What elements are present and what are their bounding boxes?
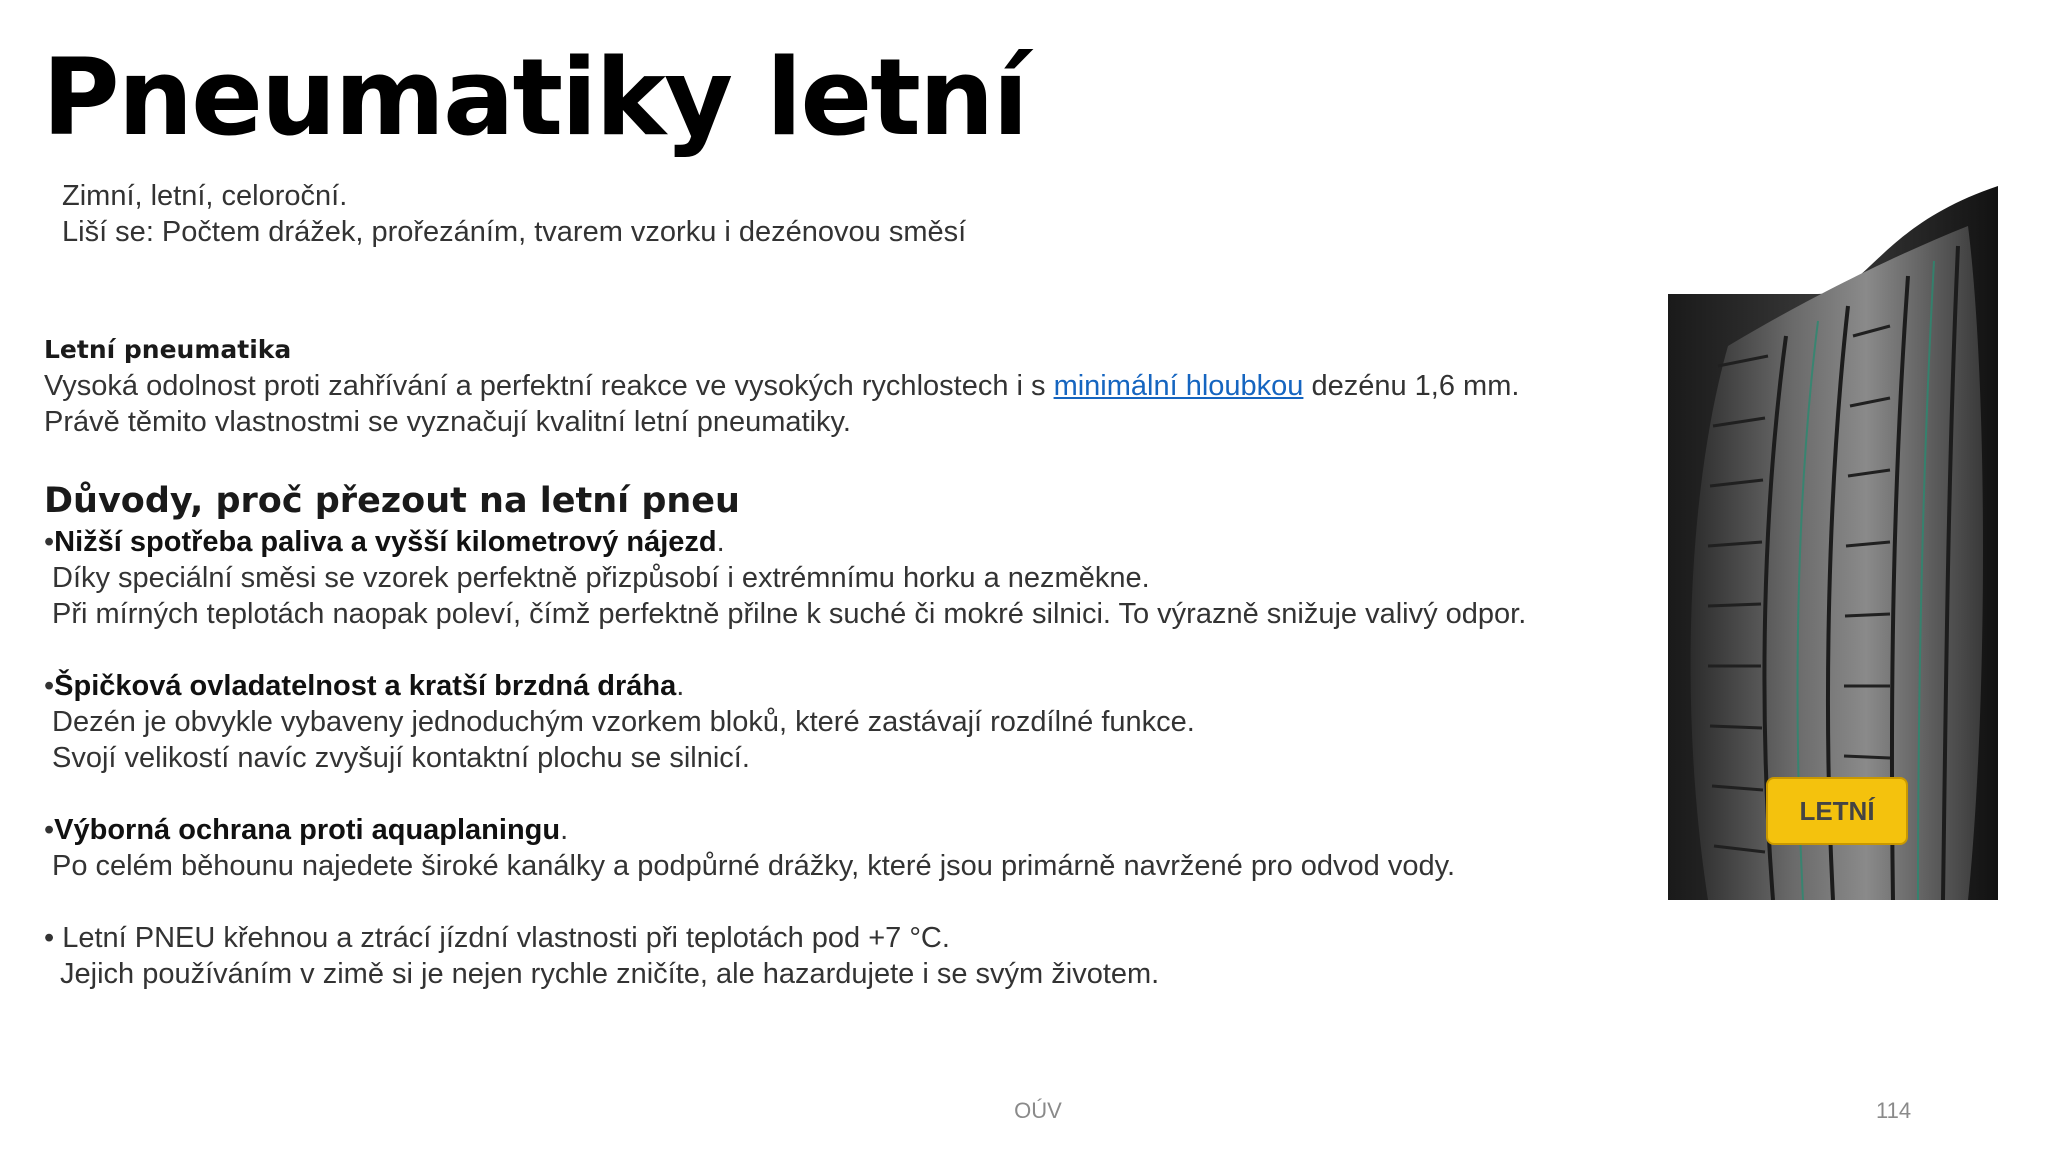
reason-item-3 [44, 812, 1526, 884]
letni-badge: LETNÍ [1766, 777, 1908, 845]
summer-tire-text-after-link: dezénu 1,6 mm. [1303, 370, 1520, 402]
reason-1-line-1: Díky speciální směsi se vzorek perfektně přizpůsobí i extrémnímu horku a nezměkne. [52, 562, 1150, 594]
bullet-glyph: • [44, 814, 55, 846]
warning-note [44, 920, 1526, 992]
page-number: 114 [1876, 1098, 1912, 1123]
reason-title-1: •Nižší spotřeba paliva a vyšší kilometrový nájezd. [44, 526, 725, 558]
min-depth-link[interactable]: minimální hloubkou [1053, 370, 1304, 402]
intro-text [62, 178, 966, 250]
summer-tire-text-before-link: Vysoká odolnost proti zahřívání a perfektní reakce ve vysokých rychlostech i s [44, 370, 1054, 402]
reason-2-line-1: Dezén je obvykle vybaveny jednoduchým vzorkem bloků, které zastávají rozdílné funkce. [52, 706, 1195, 738]
reason-item-1 [44, 524, 1526, 632]
page-title: Pneumatiky letní [42, 36, 1027, 159]
summer-tire-line-2: Právě těmito vlastnostmi se vyznačují kvalitní letní pneumatiky. [44, 406, 851, 438]
summer-tire-section [44, 332, 1519, 440]
warning-line-2: Jejich používáním v zimě si je nejen rychle zničíte, ale hazardujete i se svým životem. [60, 958, 1160, 990]
reasons-heading: Důvody, proč přezout na letní pneu [44, 481, 740, 521]
reason-item-2 [44, 668, 1526, 776]
summer-tire-line-1 [44, 368, 1519, 404]
intro-line-2: Liší se: Počtem drážek, prořezáním, tvarem vzorku i dezénovou směsí [62, 216, 967, 248]
summer-tire-heading: Letní pneumatika [44, 335, 292, 364]
reasons-section [44, 478, 1526, 992]
footer-label: OÚV [1014, 1098, 1062, 1123]
reason-2-line-2: Svojí velikostí navíc zvyšují kontaktní plochu se silnicí. [52, 742, 750, 774]
reason-title-2: •Špičková ovladatelnost a kratší brzdná dráha. [44, 670, 685, 702]
reason-title-3: •Výborná ochrana proti aquaplaningu. [44, 814, 569, 846]
intro-line-1: Zimní, letní, celoroční. [62, 180, 348, 212]
reason-1-line-2: Při mírných teplotách naopak poleví, čímž perfektně přilne k suché či mokré silnici. To výrazně snižuje valivý odpor. [52, 598, 1527, 630]
reason-3-line-1: Po celém běhounu najedete široké kanálky a podpůrné drážky, které jsou primárně navržené pro odvod vody. [52, 850, 1456, 882]
warning-line-1: • Letní PNEU křehnou a ztrácí jízdní vlastnosti při teplotách pod +7 °C. [44, 922, 950, 954]
bullet-glyph: • [44, 526, 55, 558]
bullet-glyph: • [44, 670, 55, 702]
summer-tire-image [1668, 186, 1998, 900]
